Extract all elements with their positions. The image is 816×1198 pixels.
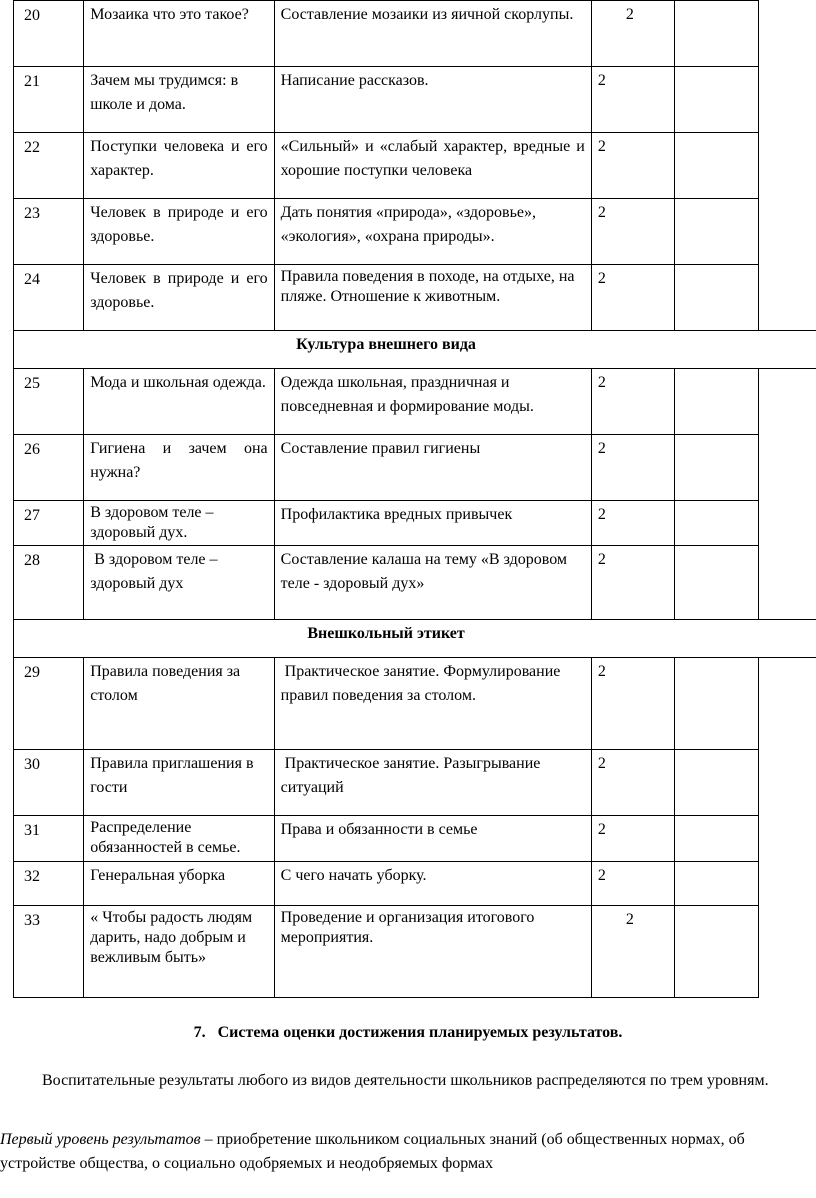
row-hours: 2 <box>591 862 674 906</box>
row-hours: 2 <box>591 501 674 546</box>
section-row <box>14 331 816 369</box>
empty-cell <box>674 133 758 199</box>
row-number: 20 <box>14 1 84 67</box>
curriculum-table <box>13 0 816 998</box>
empty-cell <box>674 67 758 133</box>
empty-cell <box>674 501 758 546</box>
row-topic: Правила приглашения в гости <box>84 750 274 816</box>
row-number: 29 <box>14 658 84 750</box>
row-number: 28 <box>14 546 84 620</box>
row-hours: 2 <box>591 265 674 331</box>
row-content: Права и обязанности в семье <box>274 816 591 862</box>
paragraph-levels <box>0 1069 816 1093</box>
section-7-heading: 7. Система оценки достижения планируемых результатов. <box>193 1024 623 1041</box>
row-number: 23 <box>14 199 84 265</box>
row-number: 30 <box>14 750 84 816</box>
row-content: Практическое занятие. Разыгрывание ситуаций <box>274 750 591 816</box>
empty-cell <box>674 546 758 620</box>
row-content: С чего начать уборку. <box>274 862 591 906</box>
italic-term: Первый уровень результатов <box>0 1131 201 1148</box>
table-row <box>14 750 816 816</box>
paragraph-text: Воспитательные результаты любого из видов деятельности школьников распределяются по трем уровням. <box>42 1072 769 1089</box>
row-content: Составление калаша на тему «В здоровом теле - здоровый дух» <box>274 546 591 620</box>
row-hours: 2 <box>591 435 674 501</box>
empty-cell <box>674 750 758 816</box>
row-topic: Генеральная уборка <box>84 862 274 906</box>
row-number: 22 <box>14 133 84 199</box>
row-topic: Зачем мы трудимся: в школе и дома. <box>84 67 274 133</box>
row-topic: Мода и школьная одежда. <box>84 369 274 435</box>
row-topic: В здоровом теле – здоровый дух. <box>84 501 274 546</box>
row-topic: Поступки человека и его характер. <box>84 133 274 199</box>
row-hours: 2 <box>591 1 674 67</box>
row-content: Практическое занятие. Формулирование правил поведения за столом. <box>274 658 591 750</box>
section-row <box>14 620 816 658</box>
row-hours: 2 <box>591 133 674 199</box>
table-row <box>14 265 816 331</box>
row-content: Проведение и организация итогового мероприятия. <box>274 906 591 998</box>
row-topic: Мозаика что это такое? <box>84 1 274 67</box>
row-number: 25 <box>14 369 84 435</box>
row-topic: « Чтобы радость людям дарить, надо добрым и вежливым быть» <box>84 906 274 998</box>
row-number: 33 <box>14 906 84 998</box>
row-content: Правила поведения в походе, на отдыхе, на пляже. Отношение к животным. <box>274 265 591 331</box>
table-row <box>14 816 816 862</box>
empty-cell <box>674 658 758 750</box>
row-hours: 2 <box>591 199 674 265</box>
empty-cell <box>674 862 758 906</box>
row-number: 27 <box>14 501 84 546</box>
row-hours: 2 <box>591 906 674 998</box>
section-heading: Культура внешнего вида <box>14 331 759 369</box>
row-content: Профилактика вредных привычек <box>274 501 591 546</box>
paragraph-first-level <box>0 1128 816 1176</box>
row-number: 24 <box>14 265 84 331</box>
row-number: 21 <box>14 67 84 133</box>
table-row <box>14 199 816 265</box>
row-hours: 2 <box>591 750 674 816</box>
row-topic: В здоровом теле – здоровый дух <box>84 546 274 620</box>
row-content: Написание рассказов. <box>274 67 591 133</box>
row-topic: Человек в природе и его здоровье. <box>84 199 274 265</box>
table-row <box>14 658 816 750</box>
row-topic: Гигиена и зачем она нужна? <box>84 435 274 501</box>
row-hours: 2 <box>591 67 674 133</box>
section-heading: Внешкольный этикет <box>14 620 759 658</box>
paragraph-text: – приобретение школьником социальных знаний (об общественных нормах, об устройстве общества, о социально одобряемых и неодобряемых формах <box>0 1131 745 1172</box>
row-content: Дать понятия «природа», «здоровье», «экология», «охрана природы». <box>274 199 591 265</box>
table-row <box>14 546 816 620</box>
row-number: 31 <box>14 816 84 862</box>
row-topic: Правила поведения за столом <box>84 658 274 750</box>
row-content: Составление мозаики из яичной скорлупы. <box>274 1 591 67</box>
row-hours: 2 <box>591 816 674 862</box>
row-hours: 2 <box>591 546 674 620</box>
table-row <box>14 1 816 67</box>
empty-cell <box>674 265 758 331</box>
row-topic: Распределение обязанностей в семье. <box>84 816 274 862</box>
table-row <box>14 133 816 199</box>
table-row <box>14 906 816 998</box>
row-topic: Человек в природе и его здоровье. <box>84 265 274 331</box>
row-content: Одежда школьная, праздничная и повседневная и формирование моды. <box>274 369 591 435</box>
table-row <box>14 862 816 906</box>
table-row <box>14 435 816 501</box>
empty-cell <box>674 435 758 501</box>
row-hours: 2 <box>591 369 674 435</box>
empty-cell <box>674 816 758 862</box>
row-number: 26 <box>14 435 84 501</box>
row-number: 32 <box>14 862 84 906</box>
empty-cell <box>674 1 758 67</box>
table-row <box>14 67 816 133</box>
table-row <box>14 501 816 546</box>
table-row <box>14 369 816 435</box>
empty-cell <box>674 199 758 265</box>
row-content: Составление правил гигиены <box>274 435 591 501</box>
row-content: «Сильный» и «слабый характер, вредные и хорошие поступки человека <box>274 133 591 199</box>
empty-cell <box>674 906 758 998</box>
row-hours: 2 <box>591 658 674 750</box>
empty-cell <box>674 369 758 435</box>
